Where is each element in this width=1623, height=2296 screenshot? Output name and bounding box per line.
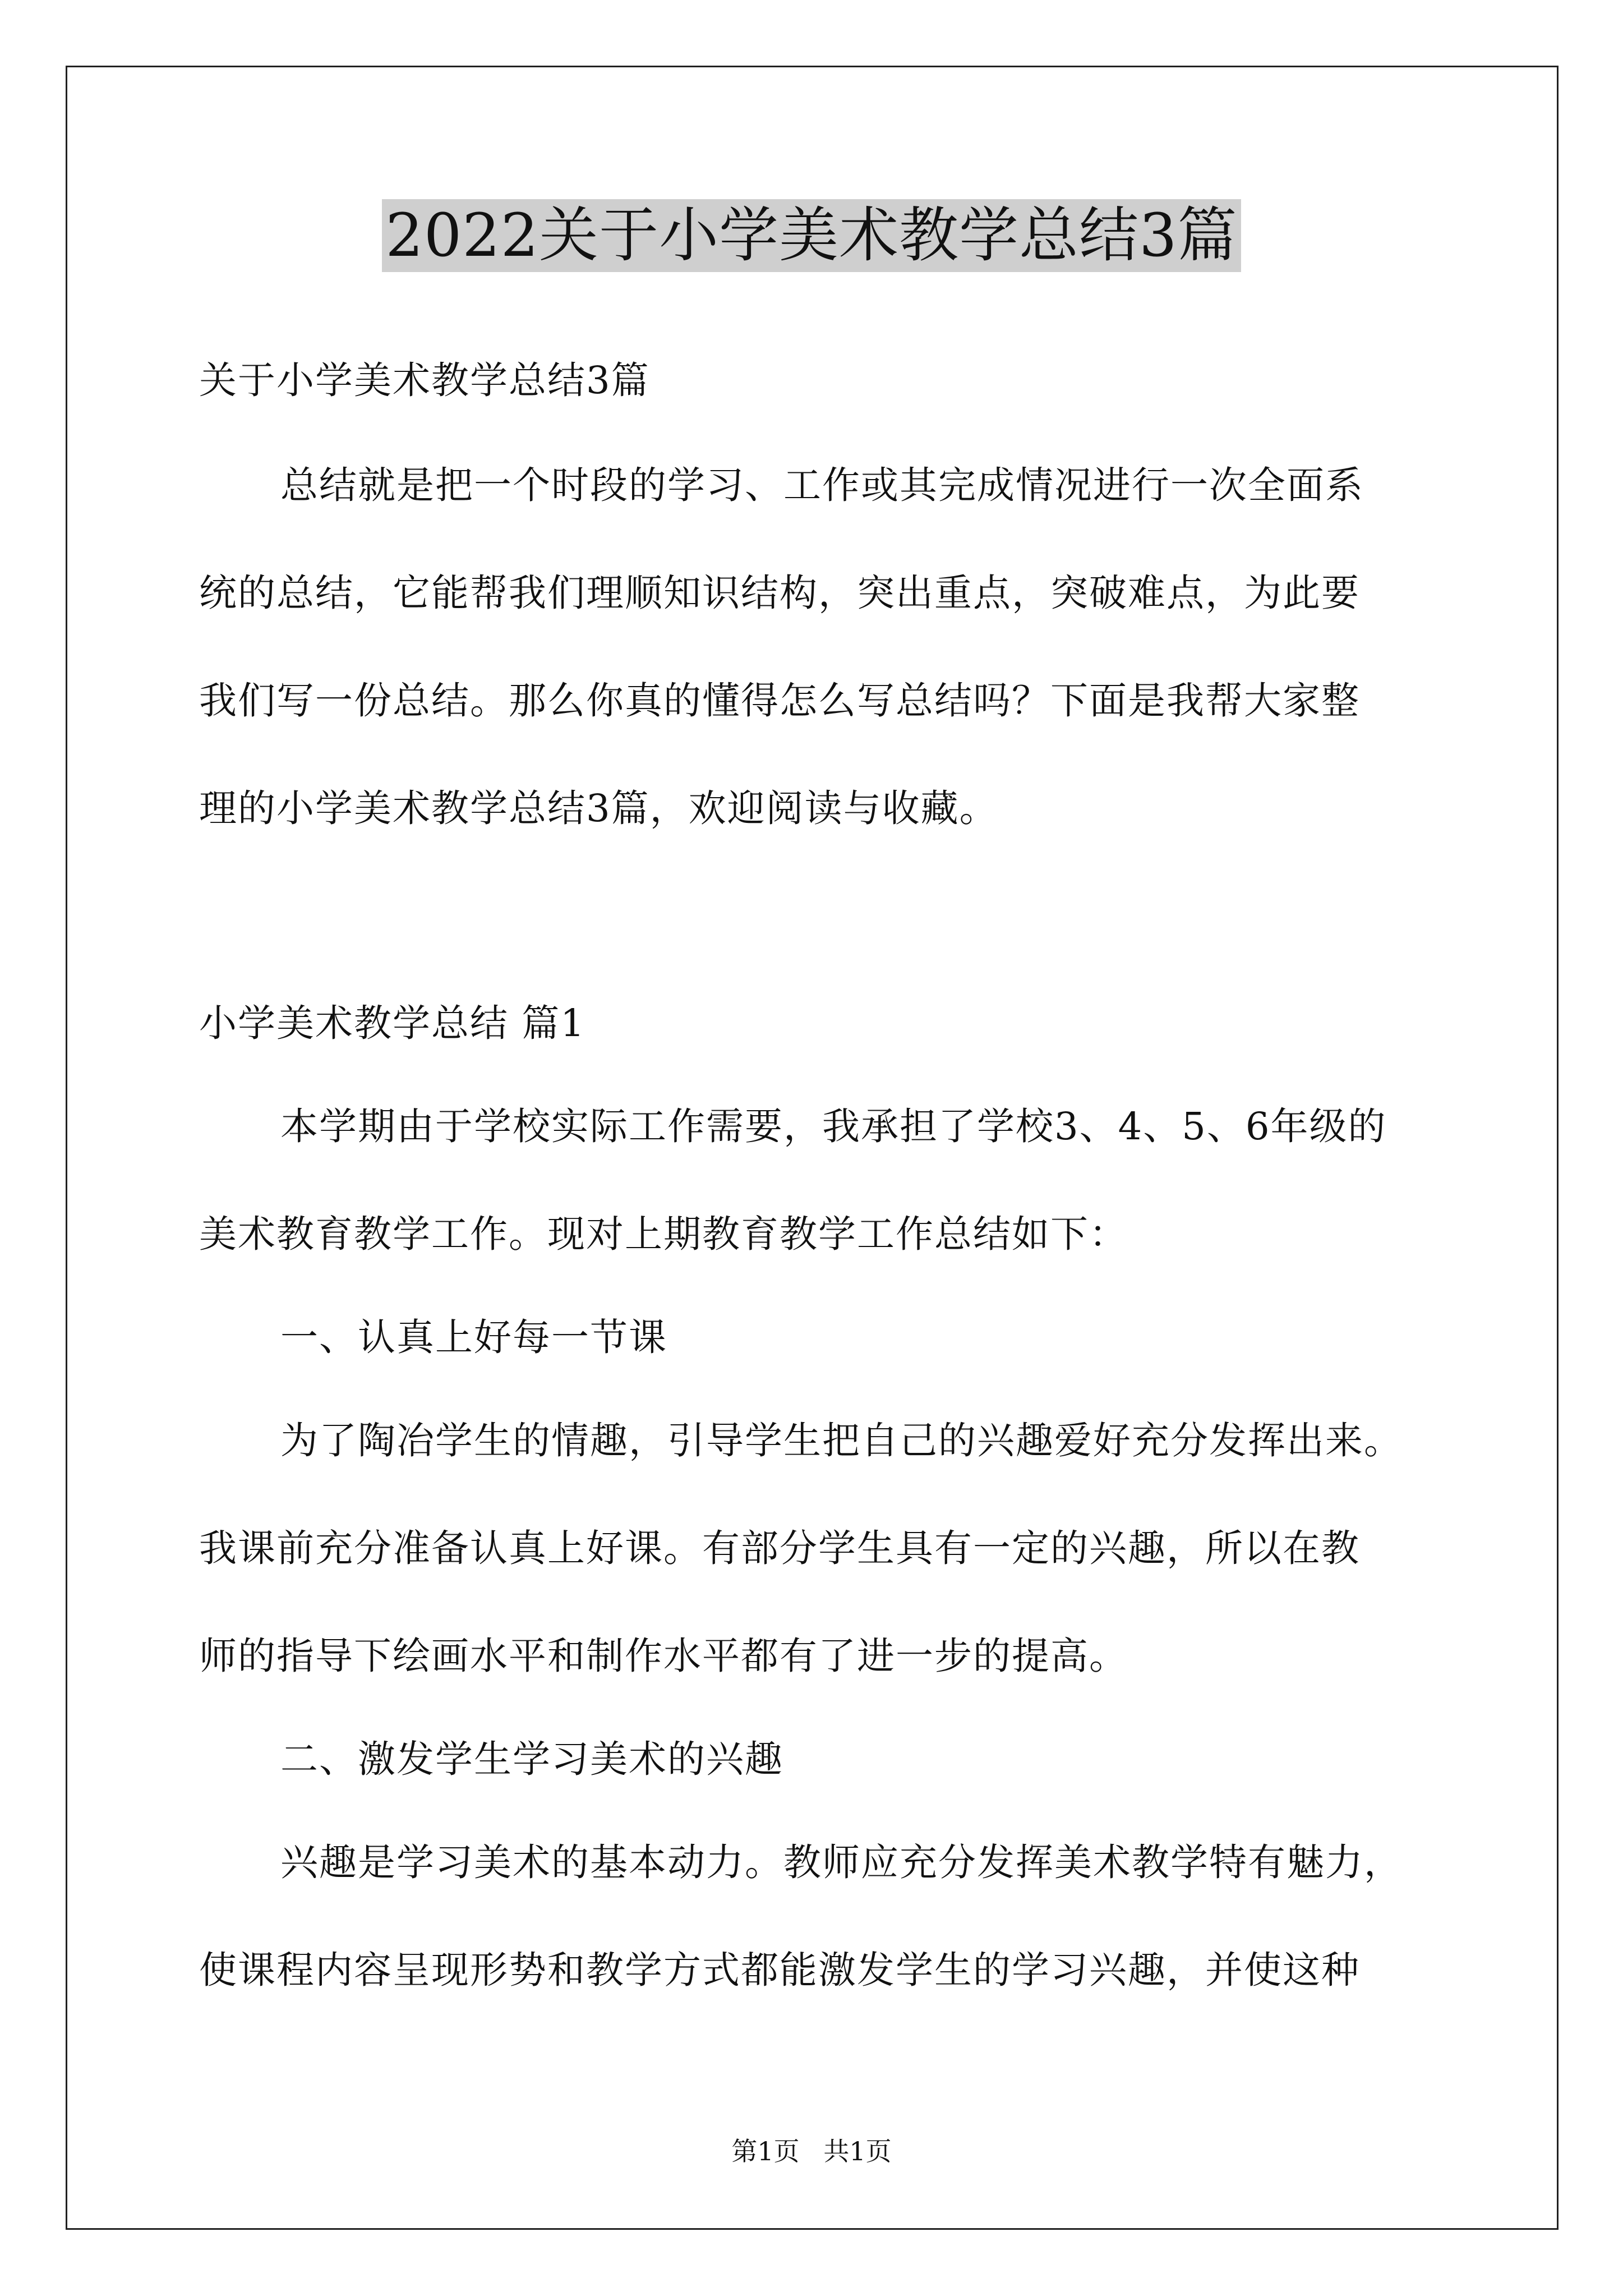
point2-para-line-1: 兴趣是学习美术的基本动力。教师应充分发挥美术教学特有魅力， bbox=[280, 1841, 1403, 1884]
section1-para1-line-1: 本学期由于学校实际工作需要，我承担了学校3、4、5、6年级的 bbox=[280, 1105, 1387, 1148]
point1-para-line-3: 师的指导下绘画水平和制作水平都有了进一步的提高。 bbox=[199, 1634, 1128, 1678]
intro-line-2: 统的总结，它能帮我们理顺知识结构，突出重点，突破难点，为此要 bbox=[199, 571, 1360, 615]
section1-heading: 小学美术教学总结 篇1 bbox=[199, 1001, 585, 1045]
page-total: 共1页 bbox=[823, 2136, 892, 2166]
page-footer bbox=[0, 2134, 1623, 2168]
point1-para-line-2: 我课前充分准备认真上好课。有部分学生具有一定的兴趣，所以在教 bbox=[199, 1526, 1360, 1570]
point1-heading: 一、认真上好每一节课 bbox=[280, 1315, 667, 1359]
page-number: 第1页 bbox=[731, 2136, 800, 2166]
intro-line-1: 总结就是把一个时段的学习、工作或其完成情况进行一次全面系 bbox=[280, 463, 1364, 507]
point2-para-line-2: 使课程内容呈现形势和教学方式都能激发学生的学习兴趣，并使这种 bbox=[199, 1948, 1360, 1992]
section1-para1-line-2: 美术教育教学工作。现对上期教育教学工作总结如下： bbox=[199, 1212, 1128, 1256]
point1-para-line-1: 为了陶冶学生的情趣，引导学生把自己的兴趣爱好充分发挥出来。 bbox=[280, 1419, 1403, 1462]
intro-line-3: 我们写一份总结。那么你真的懂得怎么写总结吗？下面是我帮大家整 bbox=[199, 679, 1360, 723]
point2-heading: 二、激发学生学习美术的兴趣 bbox=[280, 1737, 783, 1781]
document-title: 2022关于小学美术教学总结3篇 bbox=[382, 199, 1241, 272]
intro-line-4: 理的小学美术教学总结3篇，欢迎阅读与收藏。 bbox=[199, 786, 998, 830]
document-subtitle: 关于小学美术教学总结3篇 bbox=[199, 358, 650, 402]
title-container bbox=[0, 199, 1623, 272]
